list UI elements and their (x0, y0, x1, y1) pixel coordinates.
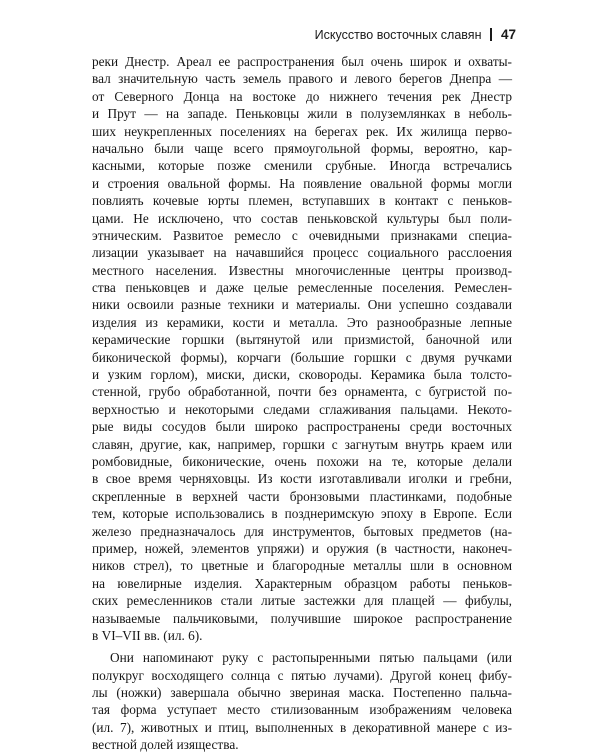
text-line: пример, ножей, элементов упряжи) и оружия (в частности, наконеч- (92, 540, 512, 556)
text-line: лизации указывает на начавшийся процесс социального расслоения (92, 245, 512, 261)
text-line: ших неукрепленных поселениях на берегах рек. Их жилища перво- (92, 123, 512, 139)
text-line: повлиять кочевые юрты племен, вступавших в контакт с пеньков- (92, 193, 512, 209)
text-line: в свое время черняховцы. Из кости изготавливали иголки и гребни, (92, 471, 512, 487)
text-line: биконической формы), корчаги (большие горшки с двумя ручками (92, 349, 512, 365)
text-line: (ил. 7), животных и птиц, выполненных в декоративной манере с из- (92, 719, 512, 735)
text-line: реки Днестр. Ареал ее распространения был очень широк и охваты- (92, 54, 512, 69)
text-line: рые виды сосудов были широко распространены среди восточных (92, 419, 512, 435)
text-line: тем, которые использовались в позднеримскую эпоху в Европе. Если (92, 506, 512, 522)
paragraph-2 (92, 649, 512, 753)
text-line: в VI–VII вв. (ил. 6). (92, 627, 203, 643)
text-line: местного населения. Известны многочисленные центры производ- (92, 262, 512, 278)
text-line: цами. Не исключено, что состав пеньковской культуры был поли- (92, 210, 512, 226)
text-line: славян, другие, как, например, горшки с загнутым внутрь краем или (92, 436, 512, 452)
text-line: называемые пальчиковыми, получившие широкое распространение (92, 610, 512, 626)
text-line: изделия из керамики, кости и металла. Это разнообразные лепные (92, 314, 512, 330)
text-line: ников стрел), то цветные и благородные металлы шли в основном (92, 558, 512, 574)
body-text (92, 53, 512, 754)
text-line: тая форма уступает место стилизованным изображениям человека (92, 702, 512, 718)
text-line: железо предназначалось для инструментов, бытовых предметов (на- (92, 523, 512, 539)
text-line: Они напоминают руку с растопыренными пятью пальцами (или (110, 650, 512, 666)
text-line: керамические горшки (вытянутой или призмистой, баночной или (92, 332, 512, 348)
text-line: этническим. Развитое ремесло с очевидными признаками специа- (92, 227, 512, 243)
text-line: ских ремесленников стали литые застежки для плащей — фибулы, (92, 593, 512, 609)
text-line: и строения овальной формы. На появление овальной формы могли (92, 175, 512, 191)
header-separator (490, 28, 492, 41)
text-line: касными, которые позже сменили срубные. Иногда встречались (92, 158, 512, 174)
text-line: стенной, грубо обработанной, почти без орнамента, с бугристой по- (92, 384, 512, 400)
text-line: ники освоили разные техники и материалы. Они успешно создавали (92, 297, 512, 313)
text-line: ства пеньковцев и даже целые ремесленные поселения. Ремеслен- (92, 280, 512, 296)
text-line: лы (ножки) завершала обычно звериная маска. Постепенно пальча- (92, 685, 512, 701)
text-line: на ювелирные изделия. Характерным образцом работы пеньков- (92, 575, 512, 591)
paragraph-1 (92, 53, 512, 644)
text-line: от Северного Донца на востоке до нижнего течения рек Днестр (92, 88, 512, 104)
text-line: и Прут — на западе. Пеньковцы жили в полуземлянках в неболь- (92, 106, 512, 122)
running-header (315, 26, 516, 42)
page-number: 47 (500, 27, 516, 42)
text-line: начально были чаще всего прямоугольной формы, вероятно, кар- (92, 140, 512, 156)
chapter-title: Искусство восточных славян (314, 28, 482, 42)
text-line: ромбовидные, биконические, очень похожи на те, которые делали (92, 453, 512, 469)
text-line: полукруг восходящего солнца с пятью лучами). Другой конец фибу- (92, 667, 512, 683)
text-line: верхностью и некоторыми следами сглаживания пальцами. Некото- (92, 401, 512, 417)
text-line: и узким горлом), миски, диски, сковороды. Керамика была толсто- (92, 367, 512, 383)
text-line: вал значительную часть земель правого и левого берегов Днепра — (92, 71, 512, 87)
text-line: скрепленные в верхней части бронзовыми пластинками, подобные (92, 488, 512, 504)
text-line: вестной долей изящества. (92, 737, 239, 753)
